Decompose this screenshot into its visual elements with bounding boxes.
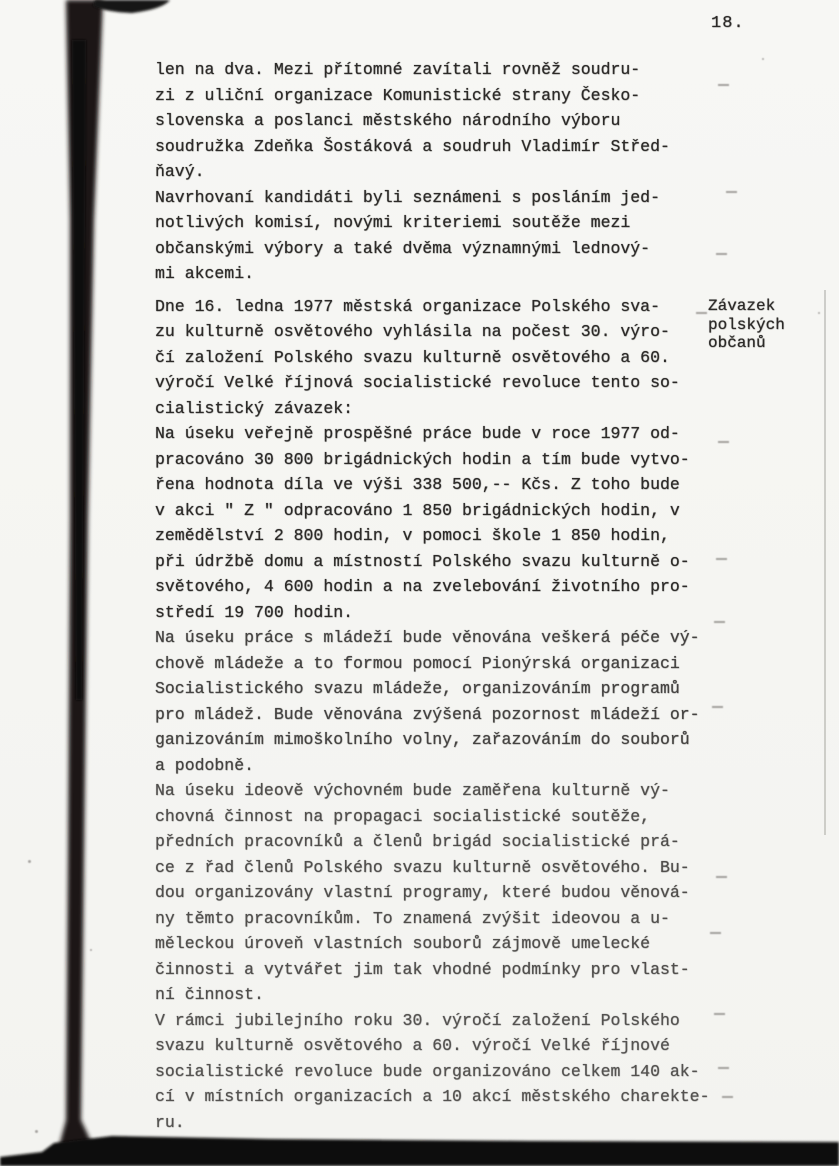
margin-note-line: Závazek bbox=[708, 297, 776, 315]
margin-note-line: občanů bbox=[708, 334, 766, 352]
right-edge-line bbox=[824, 290, 826, 835]
text-line: a podobně. bbox=[155, 755, 255, 775]
text-line: Socialistického svazu mládeže, organizováním programů bbox=[155, 679, 680, 698]
text-line: Dne 16. ledna 1977 městská organizace Polského sva- bbox=[155, 296, 660, 316]
text-line: řena hodnota díla ve výši 338 500,-- Kčs. Z toho bude bbox=[155, 475, 680, 494]
text-line: ňavý. bbox=[155, 162, 205, 181]
bottom-edge-band bbox=[0, 1136, 839, 1166]
top-edge-blob bbox=[93, 0, 170, 13]
paragraph bbox=[155, 778, 745, 1008]
text-line: cialistický závazek: bbox=[155, 398, 354, 418]
margin-dash-artifact bbox=[716, 558, 727, 560]
margin-note bbox=[708, 297, 785, 353]
margin-dash-artifact bbox=[718, 1067, 729, 1069]
margin-dash-artifact bbox=[696, 312, 707, 314]
text-line: ní činnost. bbox=[155, 985, 264, 1004]
paragraph bbox=[155, 1008, 745, 1136]
text-line: V rámci jubilejního roku 30. výročí založení Polského bbox=[155, 1010, 680, 1030]
text-line: mi akcemi. bbox=[155, 264, 255, 283]
text-line: ny těmto pracovníkům. To znamená zvýšit ideovou a u- bbox=[155, 908, 670, 928]
margin-note-line: polských bbox=[708, 315, 785, 334]
text-line: soudružka Zdeňka Šostáková a soudruh Vladimír Střed- bbox=[155, 136, 670, 156]
margin-dash-artifact bbox=[716, 876, 727, 878]
text-line: středí 19 700 hodin. bbox=[155, 602, 354, 622]
text-line: chovná činnost na propagaci socialistické soutěže, bbox=[155, 806, 651, 826]
text-line: světového, 4 600 hodin a na zvelebování životního pro- bbox=[155, 577, 690, 596]
text-line: zu kulturně osvětového vyhlásila na počest 30. výro- bbox=[155, 322, 670, 341]
text-line: výročí Velké říjnová socialistické revoluce tento so- bbox=[155, 373, 680, 392]
scan-speck bbox=[35, 1130, 38, 1133]
margin-dash-artifact bbox=[714, 621, 725, 623]
scan-speck bbox=[762, 58, 764, 60]
paragraph bbox=[155, 294, 745, 422]
text-line: ru. bbox=[155, 1112, 185, 1132]
margin-dash-artifact bbox=[718, 84, 729, 86]
text-line: pracováno 30 800 brigádnických hodin a tím bude vytvo- bbox=[155, 449, 690, 469]
margin-dash-artifact bbox=[712, 706, 723, 708]
text-line: čí založení Polského svazu kulturně osvětového a 60. bbox=[155, 347, 670, 367]
scan-speck bbox=[28, 860, 31, 863]
text-line: pro mládež. Bude věnována zvýšená pozornost mládeží or- bbox=[155, 704, 700, 724]
paragraph bbox=[155, 185, 745, 287]
text-line: předních pracovníků a členů brigád socialistické prá- bbox=[155, 832, 680, 851]
margin-dash-artifact bbox=[726, 191, 737, 193]
text-line: ganizováním mimoškolního volny, zařazováním do souborů bbox=[155, 730, 690, 749]
text-line: zi z uliční organizace Komunistické strany Česko- bbox=[155, 85, 641, 105]
text-line: socialistické revoluce bude organizováno celkem 140 ak- bbox=[155, 1061, 700, 1081]
margin-dash-artifact bbox=[722, 1096, 733, 1098]
text-line: svazu kulturně osvětového a 60. výročí Velké říjnové bbox=[155, 1036, 670, 1055]
text-line: zemědělství 2 800 hodin, v pomoci škole 1 850 hodin, bbox=[155, 526, 670, 545]
text-line: Na úseku práce s mládeží bude věnována veškerá péče vý- bbox=[155, 628, 700, 647]
scan-speck bbox=[90, 949, 92, 951]
text-line: chově mládeže a to formou pomocí Pionýrská organizaci bbox=[155, 653, 680, 673]
margin-dash-artifact bbox=[710, 932, 721, 934]
paragraph bbox=[155, 421, 745, 625]
text-line: ce z řad členů Polského svazu kulturně osvětového. Bu- bbox=[155, 857, 690, 877]
paragraph bbox=[155, 625, 745, 778]
text-line: Na úseku ideově výchovném bude zaměřena kulturně vý- bbox=[155, 781, 670, 800]
scan-speck bbox=[818, 312, 820, 314]
text-line: slovenska a poslanci městského národního výboru bbox=[155, 111, 621, 130]
text-line: len na dva. Mezi přítomné zavítali rovněž soudru- bbox=[155, 60, 641, 79]
text-line: dou organizovány vlastní programy, které budou věnová- bbox=[155, 883, 690, 902]
text-line: činnosti a vytvářet jim tak vhodné podmínky pro vlast- bbox=[155, 959, 690, 979]
text-line: Na úseku veřejně prospěšné práce bude v roce 1977 od- bbox=[155, 424, 680, 443]
body-text bbox=[155, 57, 745, 1135]
text-line: občanskými výbory a také dvěma významnými lednový- bbox=[155, 238, 651, 258]
text-line: notlivých komisí, novými kriteriemi soutěže mezi bbox=[155, 213, 631, 232]
page-number: 18. bbox=[711, 14, 745, 33]
text-line: v akci " Z " odpracováno 1 850 brigádnických hodin, v bbox=[155, 500, 680, 520]
text-line: při údržbě domu a místností Polského svazu kulturně o- bbox=[155, 551, 690, 571]
binding-shadow bbox=[58, 0, 103, 1150]
text-line: cí v místních organizacích a 10 akcí městského charekte- bbox=[155, 1087, 710, 1106]
text-line: Navrhovaní kandidáti byli seznámeni s posláním jed- bbox=[155, 187, 660, 207]
margin-dash-artifact bbox=[714, 1013, 725, 1015]
margin-dash-artifact bbox=[718, 441, 729, 443]
text-line: měleckou úroveň vlastních souborů zájmově umelecké bbox=[155, 934, 651, 953]
paragraph bbox=[155, 57, 745, 185]
margin-dash-artifact bbox=[716, 253, 727, 255]
